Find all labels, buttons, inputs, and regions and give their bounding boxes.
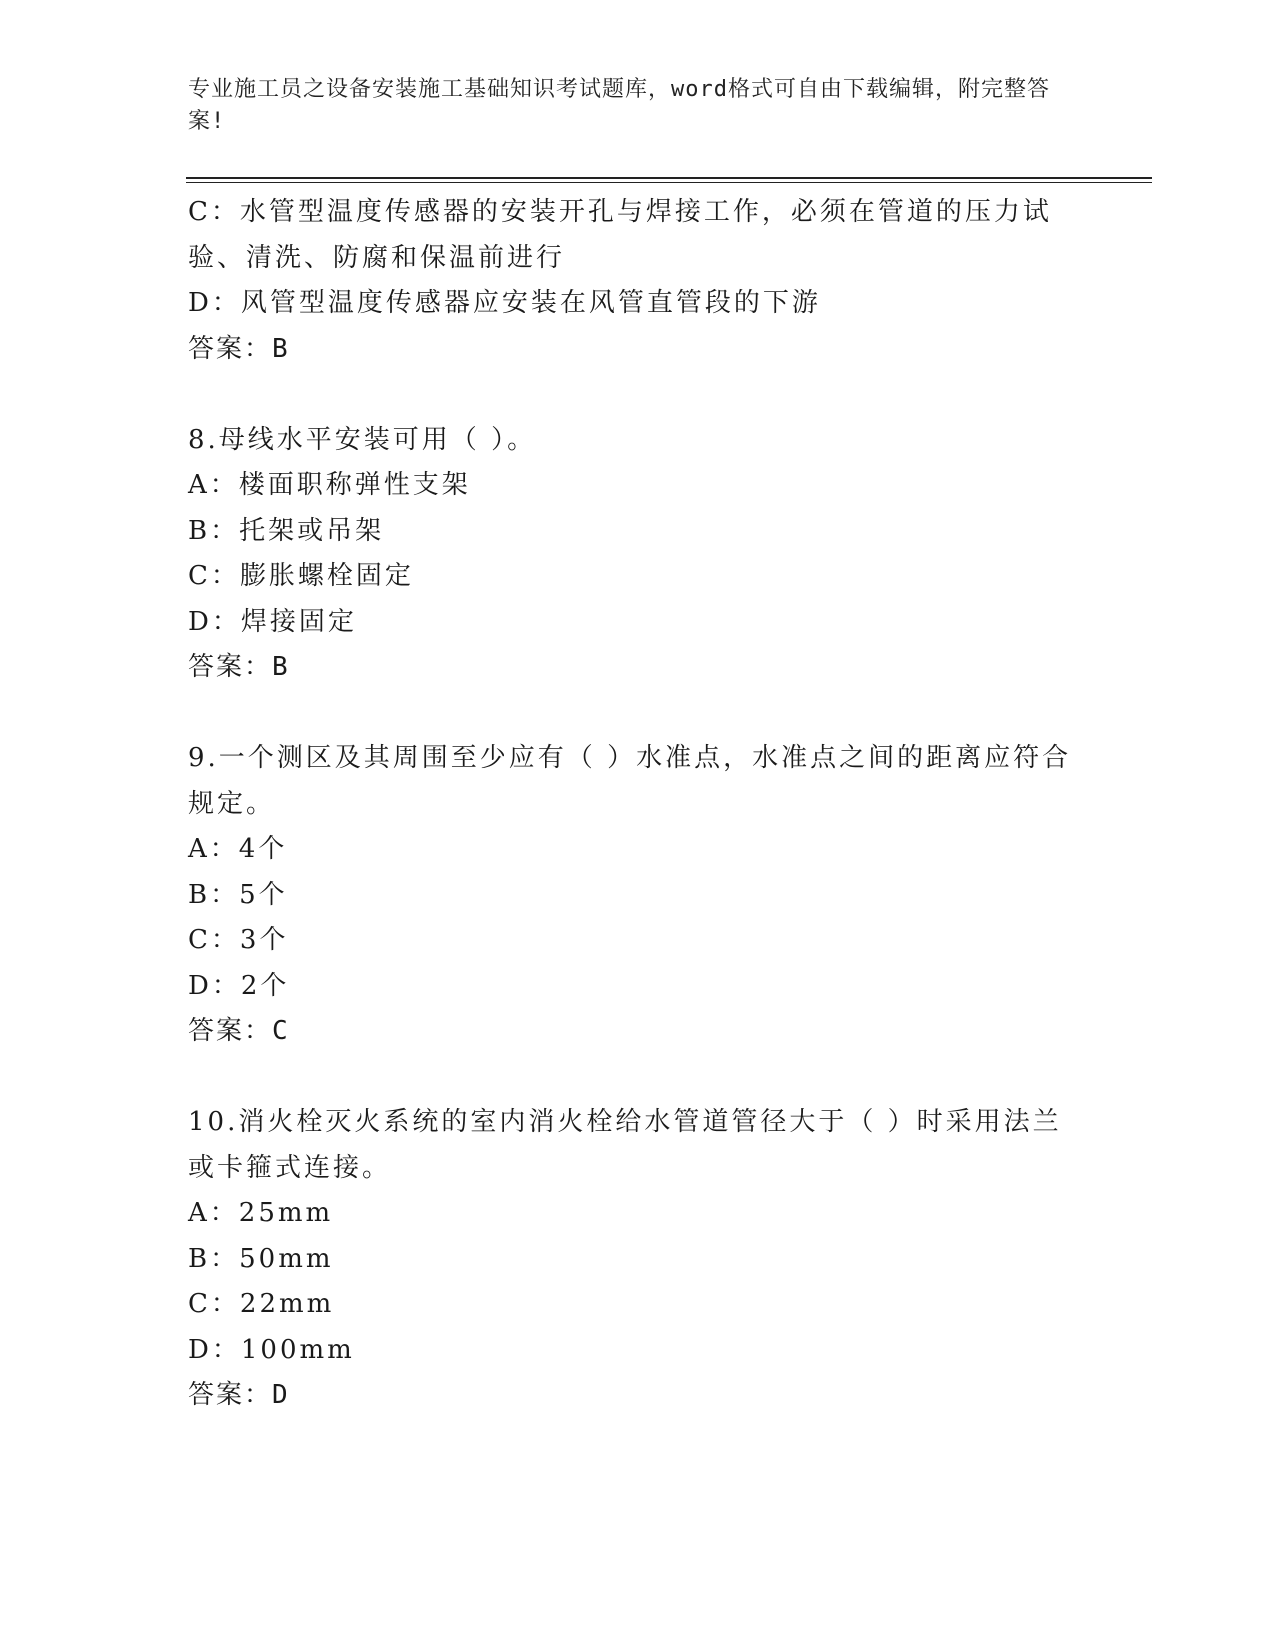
option-d: D：风管型温度传感器应安装在风管直管段的下游 (188, 288, 821, 318)
answer-line: 答案：D (188, 1380, 290, 1410)
spacer (188, 691, 1088, 737)
option-b: B：5个 (188, 879, 288, 910)
option-text: 楼面职称弹性支架 (238, 470, 471, 500)
option-label: B (188, 879, 211, 910)
option-text: 3个 (239, 925, 289, 955)
option-text: 膨胀螺栓固定 (239, 561, 414, 591)
option-b: B：托架或吊架 (188, 515, 385, 546)
spacer (188, 372, 1088, 418)
question-stem: 10.消火栓灭火系统的室内消火栓给水管道管径大于（ ）时采用法兰或卡箍式连接。 (188, 1107, 1062, 1183)
option-b: B：50mm (188, 1243, 334, 1274)
option-c: C：水管型温度传感器的安装开孔与焊接工作，必须在管道的压力试验、清洗、防腐和保温前进行 (188, 197, 1052, 273)
option-text: 25mm (238, 1198, 334, 1228)
question-block-8 (188, 418, 1088, 691)
answer-line: 答案：B (188, 333, 290, 364)
option-label: A (188, 1198, 210, 1228)
option-text: 50mm (239, 1243, 334, 1274)
option-d: D：焊接固定 (188, 606, 357, 637)
question-block-10 (188, 1100, 1088, 1419)
option-label: C (188, 197, 211, 227)
option-text: 2个 (240, 970, 290, 1001)
spacer (188, 1055, 1088, 1101)
option-text: 托架或吊架 (239, 515, 385, 546)
option-label: D (188, 1334, 212, 1365)
option-text: 5个 (239, 879, 288, 910)
option-label: B (188, 1243, 211, 1274)
option-text: 22mm (239, 1289, 335, 1319)
question-block-partial (188, 190, 1088, 372)
option-c: C：膨胀螺栓固定 (188, 561, 414, 591)
option-text: 风管型温度传感器应安装在风管直管段的下游 (240, 288, 821, 318)
option-a: A：楼面职称弹性支架 (188, 470, 471, 500)
option-text: 焊接固定 (240, 606, 357, 637)
option-label: C (188, 925, 211, 955)
document-header: 专业施工员之设备安装施工基础知识考试题库，word格式可自由下载编辑，附完整答案! (188, 77, 1050, 134)
option-label: D (188, 288, 212, 318)
option-label: D (188, 606, 212, 637)
option-label: A (188, 470, 210, 500)
option-label: C (188, 561, 211, 591)
option-d: D：100mm (188, 1334, 355, 1365)
option-text: 4个 (238, 834, 288, 864)
option-label: C (188, 1289, 211, 1319)
question-stem: 9.一个测区及其周围至少应有（ ）水准点，水准点之间的距离应符合规定。 (188, 743, 1072, 819)
option-a: A：25mm (188, 1198, 334, 1228)
option-text: 水管型温度传感器的安装开孔与焊接工作，必须在管道的压力试验、清洗、防腐和保温前进行 (188, 197, 1052, 273)
option-label: A (188, 834, 210, 864)
option-label: B (188, 515, 211, 546)
option-c: C：22mm (188, 1289, 335, 1319)
question-block-9 (188, 736, 1088, 1055)
header-divider (186, 177, 1152, 183)
question-list (188, 190, 1088, 1419)
option-c: C：3个 (188, 925, 289, 955)
answer-line: 答案：B (188, 652, 290, 682)
question-stem: 8.母线水平安装可用（ ）。 (188, 424, 537, 455)
option-a: A：4个 (188, 834, 288, 864)
option-text: 100mm (240, 1334, 355, 1365)
option-label: D (188, 970, 212, 1001)
answer-line: 答案：C (188, 1016, 290, 1046)
option-d: D：2个 (188, 970, 290, 1001)
